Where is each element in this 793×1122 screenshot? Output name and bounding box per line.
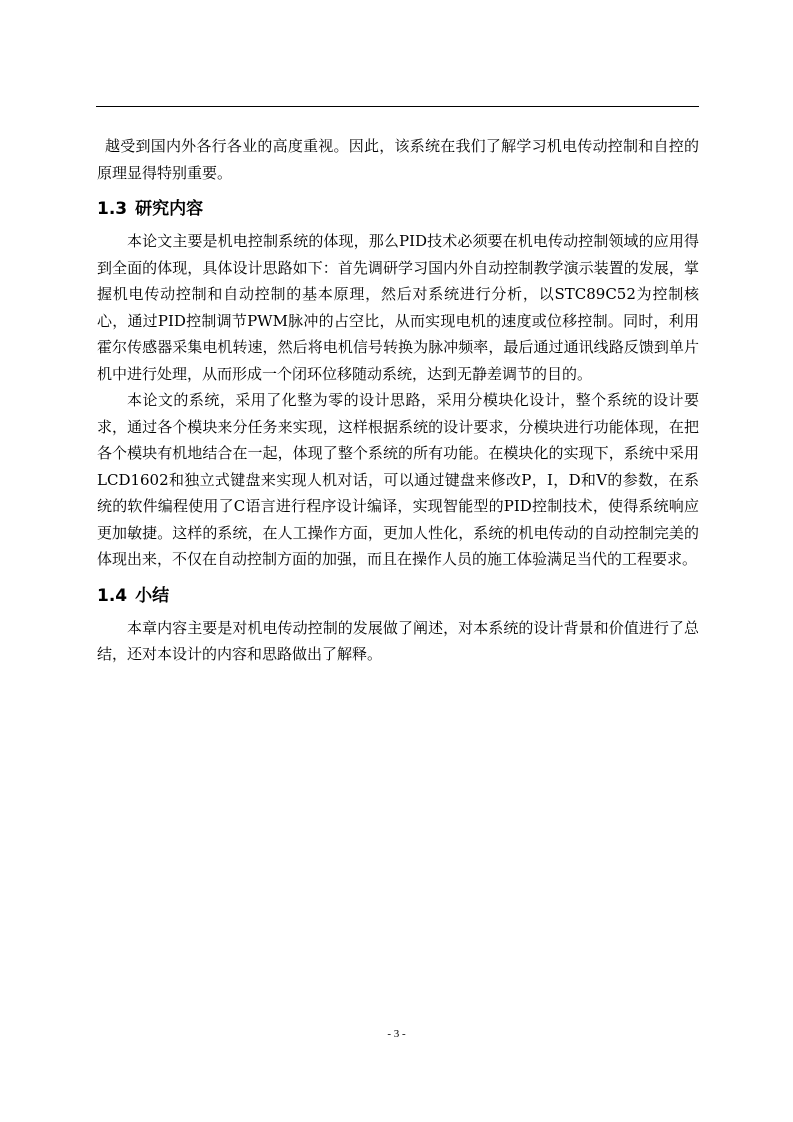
- section-title: 研究内容: [135, 199, 204, 219]
- header-rule: [96, 106, 699, 107]
- intro-paragraph: 越受到国内外各行各业的高度重视。因此，该系统在我们了解学习机电传动控制和自控的原理显得特别重要。: [97, 137, 699, 182]
- section-heading-1-4: [97, 581, 699, 611]
- page-content: [97, 133, 699, 668]
- section-title: 小结: [135, 585, 170, 606]
- page-number: - 3 -: [387, 1028, 406, 1040]
- section-number: 1.3: [97, 199, 128, 219]
- paragraph: 本论文主要是机电控制系统的体现，那么PID技术必须要在机电传动控制领域的应用得到全面的体现，具体设计思路如下：首先调研学习国内外自动控制教学演示装置的发展，掌握机电传动控制和自动控制的基本原理，然后对系统进行分析，以STC89C52为控制核心，通过PID控制调节PWM脉冲的占空比，从而实现电机的速度或位移控制。同时，利用霍尔传感器采集电机转速，然后将电机信号转换为脉冲频率，最后通过通讯线路反馈到单片机中进行处理，从而形成一个闭环位移随动系统，达到无静差调节的目的。: [97, 232, 699, 383]
- section-number: 1.4: [97, 585, 128, 606]
- section-heading-1-3: [97, 194, 699, 224]
- paragraph: 本章内容主要是对机电传动控制的发展做了阐述，对本系统的设计背景和价值进行了总结，还对本设计的内容和思路做出了解释。: [97, 618, 699, 663]
- paragraph: 本论文的系统，采用了化整为零的设计思路，采用分模块化设计，整个系统的设计要求，通过各个模块来分任务来实现，这样根据系统的设计要求，分模块进行功能体现，在把各个模块有机地结合在一起，体现了整个系统的所有功能。在模块化的实现下，系统中采用LCD1602和独立式键盘来实现人机对话，可以通过键盘来修改P，I，D和V的参数，在系统的软件编程使用了C语言进行程序设计编译，实现智能型的PID控制技术，使得系统响应更加敏捷。这样的系统，在人工操作方面，更加人性化，系统的机电传动的自动控制完美的体现出来，不仅在自动控制方面的加强，而且在操作人员的施工体验满足当代的工程要求。: [97, 391, 699, 568]
